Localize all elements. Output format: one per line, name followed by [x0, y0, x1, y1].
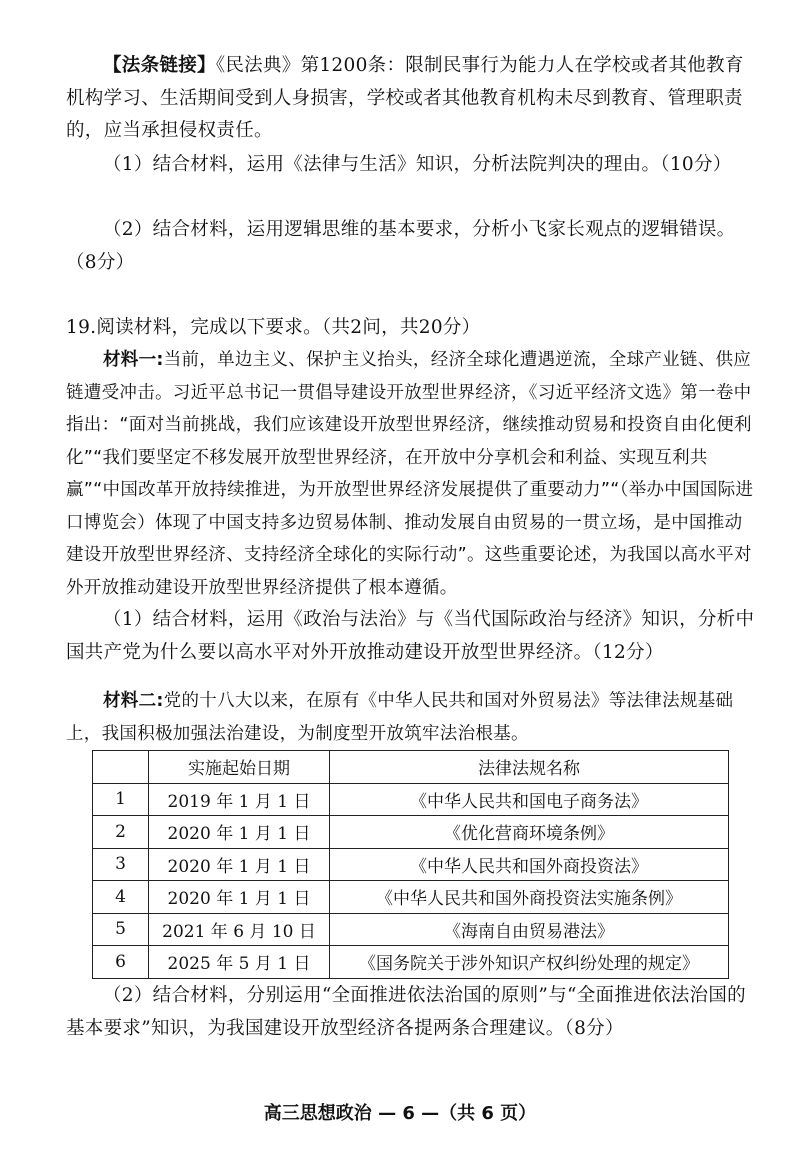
table-cell-law: 《中华人民共和国外商投资法实施条例》 — [330, 881, 729, 914]
table-row — [93, 881, 729, 914]
page-footer: 高三思想政治 — 6 —（共 6 页） — [263, 1103, 537, 1124]
material2-label: 材料二: — [103, 691, 164, 711]
table-row — [93, 816, 729, 849]
laws-table — [92, 750, 729, 979]
table-cell-law: 《国务院关于涉外知识产权纠纷处理的规定》 — [330, 946, 729, 979]
table-cell-date: 2020 年 1 月 1 日 — [149, 816, 330, 849]
table-cell-index: 5 — [93, 913, 149, 946]
q19-header: 19.阅读材料，完成以下要求。（共2问，共20分） — [66, 317, 481, 338]
law-link-body: 《民法典》第1200条：限制民事行为能力人在学校或者其他教育机构学习、生活期间受到人身损害，学校或者其他教育机构未尽到教育、管理职责的，应当承担侵权责任。 — [66, 55, 744, 141]
table-cell-law: 《优化营商环境条例》 — [330, 816, 729, 849]
material1-text: 当前，单边主义、保护主义抬头，经济全球化遭遇逆流，全球产业链、供应链遭受冲击。习近平总书记一贯倡导建设开放型世界经济，《习近平经济文选》第一卷中指出：“面对当前挑战，我们应该建设开放型世界经济，继续推动贸易和投资自由化便利化”“我们要坚定不移发展开放型世界经济，在开放中分享机会和利益、实现互利共赢”“中国改革开放持续推进，为开放型世界经济发展提供了重要动力”“（举办中国国际进口博览会）体现了中国支持多边贸易体制、推动发展自由贸易的一贯立场，是中国推动建设开放型世界经济、支持经济全球化的实际行动”。这些重要论述，为我国以高水平对外开放推动建设开放型世界经济提供了根本遵循。 — [66, 350, 754, 598]
table-cell-law: 《中华人民共和国外商投资法》 — [330, 848, 729, 881]
table-cell-date: 2019 年 1 月 1 日 — [149, 783, 330, 816]
law-link-lead: 【法条链接】 — [103, 55, 216, 76]
table-cell-index: 4 — [93, 881, 149, 914]
table-header-index — [93, 751, 149, 784]
table-cell-date: 2025 年 5 月 1 日 — [149, 946, 330, 979]
table-header-row — [93, 751, 729, 784]
table-header-law: 法律法规名称 — [330, 751, 729, 784]
material1-label: 材料一: — [103, 350, 164, 370]
material2-text: 党的十八大以来，在原有《中华人民共和国对外贸易法》等法律法规基础上，我国积极加强法治建设，为制度型开放筑牢法治根基。 — [66, 691, 734, 744]
table-cell-date: 2021 年 6 月 10 日 — [149, 913, 330, 946]
table-cell-index: 2 — [93, 816, 149, 849]
table-cell-index: 6 — [93, 946, 149, 979]
q19-material2 — [66, 685, 756, 750]
table-cell-date: 2020 年 1 月 1 日 — [149, 881, 330, 914]
table-cell-date: 2020 年 1 月 1 日 — [149, 848, 330, 881]
table-row — [93, 848, 729, 881]
table-cell-law: 《海南自由贸易港法》 — [330, 913, 729, 946]
q18-sub2: （2）结合材料，运用逻辑思维的基本要求，分析小飞家长观点的逻辑错误。（8分） — [66, 219, 736, 273]
q19-material1 — [66, 344, 756, 604]
q19-sub2: （2）结合材料，分别运用“全面推进依法治国的原则”与“全面推进依法治国的基本要求”知识，为我国建设开放型经济各提两条合理建议。（8分） — [66, 985, 746, 1039]
q18-sub1: （1）结合材料，运用《法律与生活》知识，分析法院判决的理由。（10分） — [103, 154, 732, 175]
table-row — [93, 913, 729, 946]
law-link-paragraph — [66, 50, 756, 148]
table-cell-index: 3 — [93, 848, 149, 881]
table-cell-law: 《中华人民共和国电子商务法》 — [330, 783, 729, 816]
q19-sub1: （1）结合材料，运用《政治与法治》与《当代国际政治与经济》知识，分析中国共产党为什么要以高水平对外开放推动建设开放型世界经济。（12分） — [66, 609, 755, 663]
table-header-date: 实施起始日期 — [149, 751, 330, 784]
table-row — [93, 946, 729, 979]
table-row — [93, 783, 729, 816]
table-cell-index: 1 — [93, 783, 149, 816]
